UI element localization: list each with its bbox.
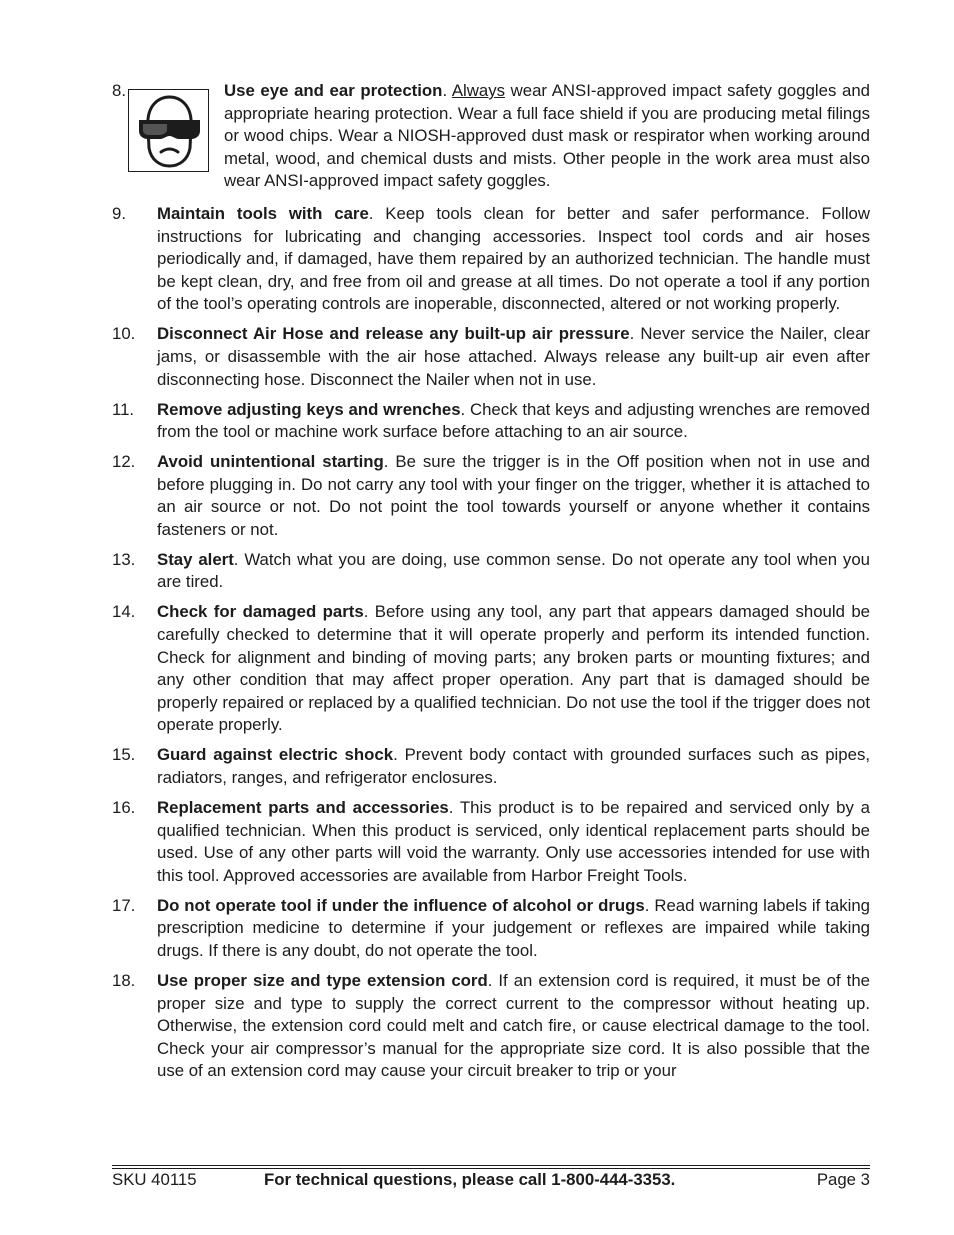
safety-item-18 (112, 970, 870, 1083)
item-heading: Avoid unintentional starting (157, 452, 384, 472)
item-body: . This product is to be repaired and serviced only by a qualified technician. When this product is serviced, only identical replacement parts should be used. Use of any other parts will void the warranty. Only use accessories intended for use with this tool. Approved accessories are available from Harbor Freight Tools. (157, 797, 871, 885)
safety-item-8 (112, 80, 870, 194)
item-number: 14. (112, 602, 136, 622)
item-number: 12. (112, 452, 136, 472)
safety-goggles-face-icon (128, 89, 209, 172)
item-body: . If an extension cord is required, it must be of the proper size and type to supply the correct current to the compressor without heating up. Otherwise, the extension cord could melt and catch fire, or cause electrical damage to the tool. Check your air compressor’s manual for the appropriate size cord. It is also possible that the use of an extension cord may cause your circuit breaker to trip or your (157, 970, 870, 1081)
footer-rule (112, 1165, 870, 1166)
item-heading: Use proper size and type extension cord (157, 970, 488, 990)
item-text (157, 744, 870, 789)
item-body: . Read warning labels if taking prescription medicine to determine if your judgement or reflexes are impaired while taking drugs. If there is any doubt, do not operate the tool. (157, 895, 870, 960)
item-heading: Do not operate tool if under the influence of alcohol or drugs (157, 895, 645, 915)
item-heading: Guard against electric shock (157, 745, 394, 765)
item-text (157, 895, 870, 963)
item-body: . Before using any tool, any part that appears damaged should be carefully checked to determine that it will operate properly and perform its intended function. Check for alignment and binding of moving parts; any broken parts or mounting fixtures; and any other condition that may affect proper operation. Any part that is damaged should be properly repaired or replaced by a qualified technician. Do not use the tool if the trigger does not operate properly. (157, 602, 870, 735)
safety-item-12 (112, 451, 870, 541)
item-body: . Watch what you are doing, use common sense. Do not operate any tool when you are tired. (157, 549, 870, 592)
safety-item-9 (112, 203, 870, 316)
item-heading: Maintain tools with care (157, 204, 369, 223)
item-text (157, 601, 870, 737)
item-text (157, 203, 870, 316)
emphasis-always: Always (451, 81, 505, 100)
item-text (157, 797, 870, 887)
safety-item-17 (112, 895, 870, 963)
item-heading: Replacement parts and accessories (157, 797, 449, 817)
safety-instructions-list (112, 80, 870, 1090)
page-footer (112, 1165, 870, 1192)
safety-item-10 (112, 323, 870, 391)
safety-item-15 (112, 744, 870, 789)
safety-item-14 (112, 601, 870, 737)
item-body: . Keep tools clean for better and safer performance. Follow instructions for lubricating and changing accessories. Inspect tool cords and air hoses periodically and, if damaged, have them repaired by an authorized technician. The handle must be kept clean, dry, and free from oil and grease at all times. Do not operate a tool if any portion of the tool’s operating controls are inoperable, disconnected, altered or not working properly. (157, 204, 870, 314)
item-number: 8. (112, 81, 126, 100)
item-text (157, 451, 870, 541)
footer-row (112, 1169, 870, 1192)
item-body: . Prevent body contact with grounded surfaces such as pipes, radiators, ranges, and refrigerator enclosures. (157, 745, 870, 787)
item-body: . Be sure the trigger is in the Off position when not in use and before plugging in. Do not carry any tool with your finger on the trigger, whether it is attached to an air source or not. Do not point the tool towards yourself or anyone whether it contains fasteners or not. (157, 452, 870, 539)
safety-item-11 (112, 399, 870, 444)
item-number: 13. (112, 549, 136, 569)
item-heading: Remove adjusting keys and wrenches (157, 399, 461, 419)
footer-sku: SKU 40115 (112, 1170, 197, 1189)
item-number: 18. (112, 970, 136, 990)
item-text (157, 970, 870, 1083)
item-number: 10. (112, 324, 136, 344)
item-text (157, 323, 870, 391)
item-text (157, 399, 870, 444)
item-number: 11. (112, 399, 135, 419)
item-body: wear ANSI-approved impact safety goggles and appropriate hearing protection. Wear a full face shield if you are producing metal filings or wood chips. Wear a NIOSH-approved dust mask or respirator when working around metal, wood, and chemical dusts and mists. Other people in the work area must also wear ANSI-approved impact safety goggles. (224, 81, 870, 191)
item-body: . Never service the Nailer, clear jams, or disassemble with the air hose attached. Always release any built-up air even after disconnecting hose. Disconnect the Nailer when not in use. (157, 324, 870, 389)
item-number: 16. (112, 797, 136, 817)
item-number: 9. (112, 204, 126, 223)
item-text (224, 80, 870, 193)
item-heading: Check for damaged parts (157, 602, 364, 622)
safety-item-16 (112, 797, 870, 887)
item-number: 17. (112, 895, 136, 915)
item-body: . Check that keys and adjusting wrenches are removed from the tool or machine work surface before attaching to an air source. (157, 399, 870, 442)
item-text (157, 549, 870, 594)
heading-punct: . (442, 81, 452, 100)
item-heading: Disconnect Air Hose and release any built-up air pressure (157, 324, 630, 344)
item-heading: Stay alert (157, 549, 234, 569)
footer-tech-support: For technical questions, please call 1-800-444-3353. (264, 1170, 676, 1189)
footer-page-number: Page 3 (816, 1170, 870, 1189)
item-number: 15. (112, 745, 136, 765)
safety-item-13 (112, 549, 870, 594)
item-heading: Use eye and ear protection (224, 81, 443, 100)
